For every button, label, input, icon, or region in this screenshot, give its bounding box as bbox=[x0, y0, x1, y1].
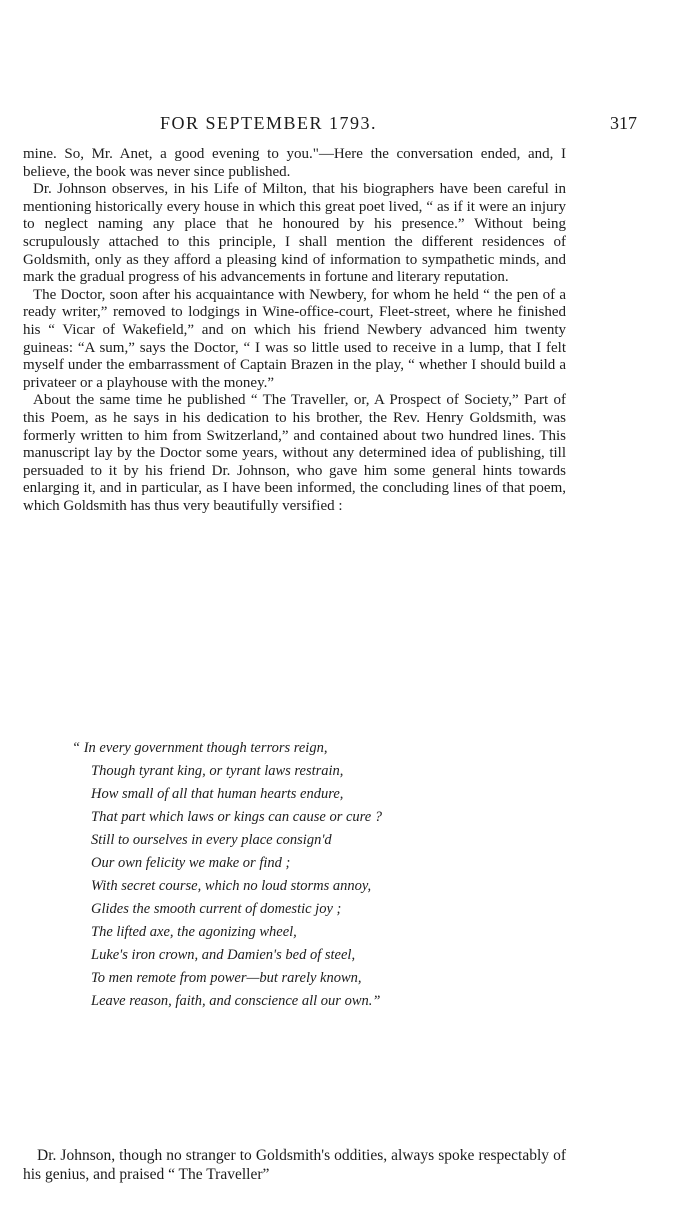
paragraph-newbery: The Doctor, soon after his acquaintance with Newbery, for whom he held “ the pen of a ready writer,” removed to lodgings in Wine-office-court, Fleet-street, where he finished his “ Vicar of Wakefield,” and on which his friend Newbery advanced him twenty guineas: “A sum,” says the Doctor, “ I was so little used to receive in a lump, that I felt myself under the embarrassment of Captain Brazen in the play, “ whether I should build a privateer or a playhouse with the money.” bbox=[23, 286, 566, 391]
verse-line: Though tyrant king, or tyrant laws restrain, bbox=[91, 763, 344, 779]
paragraph-milton: Dr. Johnson observes, in his Life of Milton, that his biographers have been careful in mentioning historically every house in which this great poet lived, “ as if it were an injury to neglect naming any place that he honoured by his presence.” Without being scrupulously attached to this principle, I shall mention the different residences of Goldsmith, only as they afford a pleasing kind of information to sympathetic minds, and mark the gradual progress of his advancements in fortune and literary reputation. bbox=[23, 181, 566, 286]
running-head bbox=[0, 113, 684, 137]
paragraph-traveller: About the same time he published “ The Traveller, or, A Prospect of Society,” Part of this Poem, as he says in his dedication to his brother, the Rev. Henry Goldsmith, was formerly written to him from Switzerland,” and contained about two hundred lines. This manuscript lay by the Doctor some years, without any determined idea of publishing, till persuaded to it by his friend Dr. Johnson, who gave him some general hints towards enlarging it, and in particular, as I have been informed, the concluding lines of that poem, which Goldsmith has thus very beautifully versified : bbox=[23, 392, 566, 514]
verse-line: “ In every government though terrors reign, bbox=[72, 740, 328, 756]
paragraph-continuation: mine. So, Mr. Anet, a good evening to you."—Here the conversation ended, and, I believe, the book was never since published. bbox=[23, 146, 566, 180]
paragraph-closing: Dr. Johnson, though no stranger to Goldsmith's oddities, always spoke respectably of his genius, and praised “ The Traveller” bbox=[23, 1147, 566, 1183]
page-number: 317 bbox=[610, 113, 637, 133]
verse-line: Luke's iron crown, and Damien's bed of steel, bbox=[91, 947, 356, 963]
verse-line: Glides the smooth current of domestic joy ; bbox=[91, 901, 342, 917]
verse-line: That part which laws or kings can cause or cure ? bbox=[91, 809, 383, 825]
verse-line: Leave reason, faith, and conscience all our own.” bbox=[91, 993, 381, 1009]
verse-line: The lifted axe, the agonizing wheel, bbox=[91, 924, 297, 940]
verse-quotation bbox=[72, 737, 552, 1013]
body-text bbox=[23, 146, 566, 515]
verse-line: Still to ourselves in every place consign'd bbox=[91, 832, 332, 848]
verse-line: How small of all that human hearts endure, bbox=[91, 786, 344, 802]
closing-text bbox=[23, 1146, 566, 1184]
verse-line: With secret course, which no loud storms annoy, bbox=[91, 878, 372, 894]
verse-line: To men remote from power—but rarely known, bbox=[91, 970, 362, 986]
verse-line: Our own felicity we make or find ; bbox=[91, 855, 291, 871]
running-title: FOR SEPTEMBER 1793. bbox=[160, 113, 378, 133]
